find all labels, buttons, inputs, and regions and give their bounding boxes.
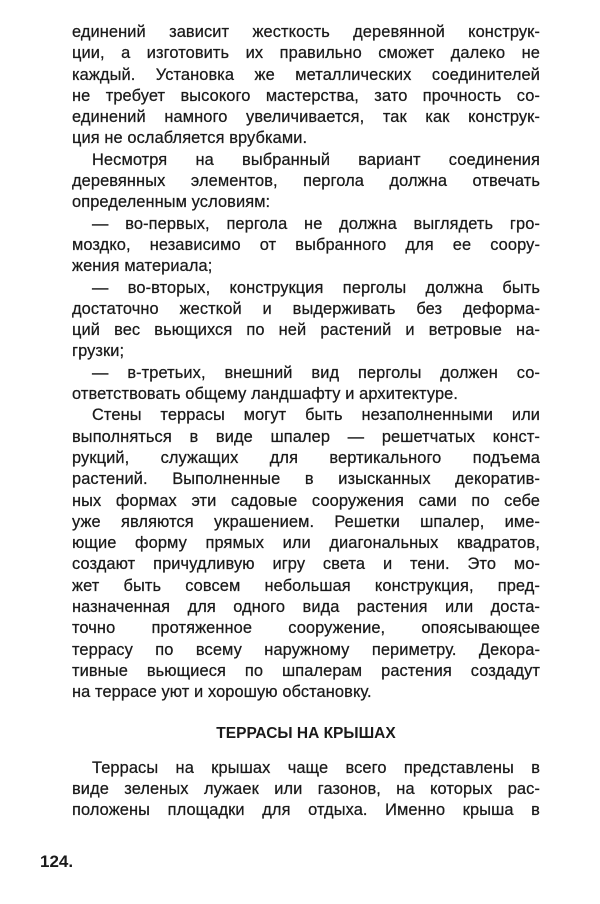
text-line: ции, а изготовить их правильно сможет далеко не: [72, 44, 540, 63]
text-line: ющие форму прямых или диагональных квадратов,: [72, 534, 540, 553]
text-line: уже являются украшением. Решетки шпалер, име-: [72, 512, 540, 531]
text-line: рукций, служащих для вертикального подъема: [72, 448, 540, 467]
text-line: достаточно жесткой и выдерживать без деформа-: [72, 299, 540, 318]
text-line: растений. Выполненные в изысканных декоратив-: [72, 470, 540, 489]
text-line: создают причудливую игру света и тени. Это мо-: [72, 555, 540, 574]
text-line: единений намного увеличивается, так как конструк-: [72, 108, 540, 127]
text-line: ция не ослабляется врубками.: [72, 129, 308, 148]
page-body: [72, 22, 540, 821]
text-line: каждый. Установка же металлических соединителей: [72, 65, 540, 84]
text-after-heading: [72, 758, 540, 822]
paragraph: [72, 363, 540, 406]
text-before-heading: [72, 22, 540, 704]
text-line: Террасы на крышах чаще всего представлены в: [92, 758, 540, 777]
text-line: грузки;: [72, 342, 125, 361]
text-line: жет быть совсем небольшая конструкция, пред-: [72, 576, 540, 595]
text-line: выполняться в виде шпалер — решетчатых конст-: [72, 427, 540, 446]
text-line: Несмотря на выбранный вариант соединения: [92, 150, 540, 169]
paragraph: [72, 214, 540, 278]
text-line: на террасе уют и хорошую обстановку.: [72, 683, 372, 702]
text-line: положены площадки для отдыха. Именно крыша в: [72, 801, 540, 820]
text-line: деревянных элементов, пергола должна отвечать: [72, 172, 540, 191]
paragraph: [72, 150, 540, 214]
paragraph: [72, 278, 540, 363]
text-line: назначенная для одного вида растения или доста-: [72, 598, 540, 617]
paragraph: [72, 405, 540, 703]
text-line: тивные вьющиеся по шпалерам растения создадут: [72, 661, 540, 680]
text-line: ций вес вьющихся по ней растений и ветровые на-: [72, 321, 540, 340]
text-line: жения материала;: [72, 257, 213, 276]
section-heading: ТЕРРАСЫ НА КРЫШАХ: [216, 724, 396, 742]
text-line: виде зеленых лужаек или газонов, на которых рас-: [72, 779, 540, 798]
paragraph: [72, 22, 540, 150]
text-line: — во-вторых, конструкция перголы должна быть: [92, 278, 540, 297]
text-line: — в-третьих, внешний вид перголы должен со-: [92, 363, 540, 382]
text-line: террасу по всему наружному периметру. Декора-: [72, 640, 540, 659]
text-line: единений зависит жесткость деревянной конструк-: [72, 23, 540, 41]
text-line: — во-первых, пергола не должна выглядеть гро-: [92, 214, 540, 233]
text-line: Стены террасы могут быть незаполненными или: [92, 406, 540, 425]
text-line: определенным условиям:: [72, 193, 271, 212]
paragraph: [72, 758, 540, 822]
page-number: 124.: [40, 852, 74, 871]
text-line: ответствовать общему ландшафту и архитектуре.: [72, 385, 459, 404]
text-line: моздко, независимо от выбранного для ее соору-: [72, 235, 540, 254]
text-line: точно протяженное сооружение, опоясывающее: [72, 619, 540, 638]
text-line: ных формах эти садовые сооружения сами по себе: [72, 491, 540, 510]
text-line: не требует высокого мастерства, зато прочность со-: [72, 86, 540, 105]
